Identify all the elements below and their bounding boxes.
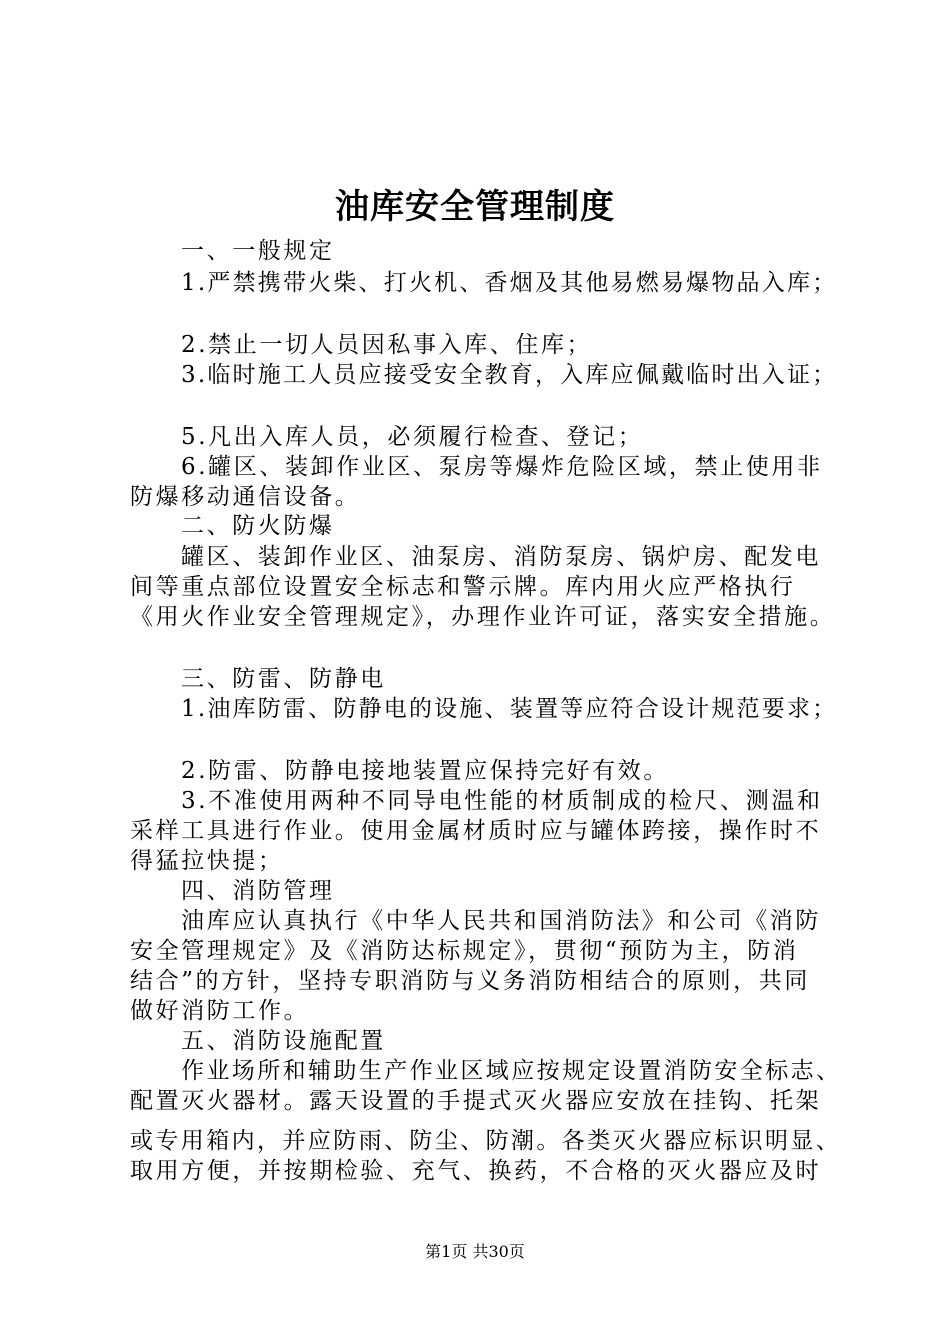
paragraph-line: 5.凡出入库人员，必须履行检查、登记； bbox=[181, 424, 644, 450]
paragraph-line: 得猛拉快提； bbox=[130, 848, 284, 874]
paragraph-line: 配置灭火器材。露天设置的手提式灭火器应安放在挂钩、托架 bbox=[130, 1088, 822, 1114]
paragraph-line: 安全管理规定》及《消防达标规定》，贯彻“预防为主，防消 bbox=[130, 938, 799, 964]
paragraph-line: 油库应认真执行《中华人民共和国消防法》和公司《消防 bbox=[181, 908, 821, 934]
paragraph-line: 《用火作业安全管理规定》，办理作业许可证，落实安全措施。 bbox=[130, 604, 836, 630]
paragraph-line: 2.防雷、防静电接地装置应保持完好有效。 bbox=[181, 758, 669, 784]
section-heading-fire-management: 四、消防管理 bbox=[181, 878, 335, 904]
paragraph-line: 作业场所和辅助生产作业区域应按规定设置消防安全标志、 bbox=[181, 1058, 842, 1084]
section-heading-lightning-static: 三、防雷、防静电 bbox=[181, 666, 386, 692]
paragraph-line: 6.罐区、装卸作业区、泵房等爆炸危险区域，禁止使用非 bbox=[181, 454, 823, 480]
paragraph-line: 2.禁止一切人员因私事入库、住库； bbox=[181, 332, 593, 358]
paragraph-line: 采样工具进行作业。使用金属材质时应与罐体跨接，操作时不 bbox=[130, 818, 822, 844]
section-heading-general: 一、一般规定 bbox=[181, 238, 335, 264]
paragraph-line: 3.不准使用两种不同导电性能的材质制成的检尺、测温和 bbox=[181, 788, 823, 814]
section-heading-fire-facilities: 五、消防设施配置 bbox=[181, 1028, 386, 1054]
paragraph-line: 防爆移动通信设备。 bbox=[130, 484, 361, 510]
paragraph-line: 结合”的方针，坚持专职消防与义务消防相结合的原则，共同 bbox=[130, 968, 810, 994]
paragraph-line: 1.严禁携带火柴、打火机、香烟及其他易燃易爆物品入库； bbox=[181, 270, 838, 296]
paragraph-line: 3.临时施工人员应接受安全教育，入库应佩戴临时出入证； bbox=[181, 362, 838, 388]
paragraph-line: 间等重点部位设置安全标志和警示牌。库内用火应严格执行 bbox=[130, 574, 796, 600]
document-title: 油库安全管理制度 bbox=[335, 187, 615, 227]
paragraph-line: 1.油库防雷、防静电的设施、装置等应符合设计规范要求； bbox=[181, 696, 838, 722]
paragraph-line: 罐区、装卸作业区、油泵房、消防泵房、锅炉房、配发电 bbox=[181, 544, 821, 570]
paragraph-line: 取用方便，并按期检验、充气、换药，不合格的灭火器应及时 bbox=[130, 1158, 822, 1184]
paragraph-line: 或专用箱内，并应防雨、防尘、防潮。各类灭火器应标识明显、 bbox=[130, 1128, 842, 1154]
section-heading-fire-explosion: 二、防火防爆 bbox=[181, 513, 335, 539]
page-number-footer: 第1页 共30页 bbox=[425, 1242, 525, 1261]
paragraph-line: 做好消防工作。 bbox=[130, 998, 310, 1024]
